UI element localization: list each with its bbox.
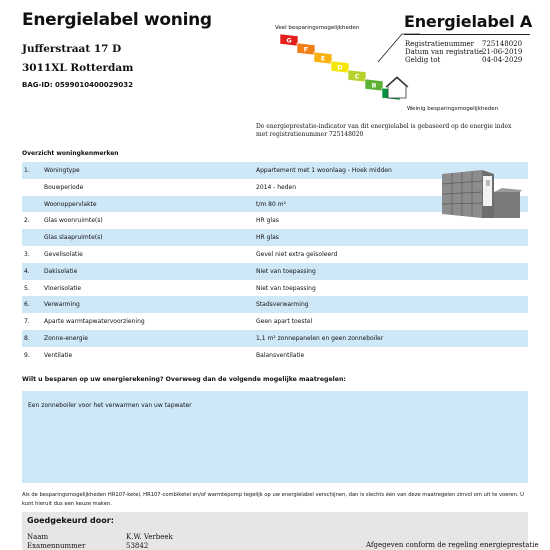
row-number: 6.	[24, 301, 30, 309]
label-title: Energielabel A	[404, 12, 533, 31]
overview-title: Overzicht woningkenmerken	[22, 150, 119, 157]
row-number: 8.	[24, 334, 30, 342]
energy-class-e	[314, 52, 332, 64]
row-value: Niet van toepassing	[256, 267, 316, 275]
table-row	[22, 229, 528, 246]
afgegeven-text: Afgegeven conform de regeling energieprestatie	[366, 541, 539, 549]
energy-class-b	[365, 79, 383, 91]
energy-scale-graphic	[270, 28, 420, 108]
row-value: HR glas	[256, 234, 279, 242]
datum-label: Datum van registratie	[405, 48, 484, 56]
energy-class-letter: D	[337, 63, 343, 72]
row-label: Ventilatie	[44, 351, 73, 359]
energy-class-f	[297, 43, 315, 55]
naam-value: K.W. Verbeek	[126, 533, 173, 541]
row-label: Aparte warmtapwatervoorziening	[44, 318, 145, 326]
energy-class-letter: C	[354, 72, 360, 81]
row-value: Balansventilatie	[256, 351, 305, 359]
table-row	[22, 313, 528, 330]
row-value: t/m 80 m²	[256, 200, 286, 208]
registratienummer-label: Registratienummer	[405, 40, 475, 48]
address-city: 3011XL Rotterdam	[22, 62, 134, 74]
bag-id: BAG-ID: 0599010400029032	[22, 81, 133, 89]
row-number: 7.	[24, 318, 30, 326]
row-number: 3.	[24, 250, 30, 258]
row-label: Vloerisolatie	[44, 284, 82, 292]
row-value: Niet van toepassing	[256, 284, 316, 292]
energy-class-c	[348, 70, 366, 82]
row-number: 2.	[24, 217, 30, 225]
current-class-house-icon	[386, 77, 408, 98]
scale-bottom-caption: Weinig besparingsmogelijkheden	[407, 106, 499, 112]
row-value: Geen apart toestel	[256, 318, 313, 326]
row-number: 4.	[24, 267, 30, 275]
row-label: Woonoppervlakte	[44, 200, 97, 208]
geldig-label: Geldig tot	[405, 56, 441, 64]
address-street: Jufferstraat 17 D	[22, 43, 122, 55]
row-label: Zonne-energie	[44, 334, 88, 342]
naam-label: Naam	[27, 533, 49, 541]
row-value: HR glas	[256, 217, 279, 225]
row-label: Gevelisolatie	[44, 250, 83, 258]
row-value: Appartement met 1 woonlaag - Hoek midden	[256, 167, 392, 174]
examen-value: 53842	[126, 542, 149, 550]
measure-item: Een zonneboiler voor het verwarmen van uw tapwater	[28, 402, 192, 409]
row-value: 2014 - heden	[256, 183, 297, 191]
approved-title: Goedgekeurd door:	[27, 516, 114, 525]
row-value: Gevel niet extra geïsoleerd	[256, 250, 338, 258]
energy-class-letter: E	[320, 54, 326, 63]
row-number: 9.	[24, 351, 30, 359]
energy-class-g	[280, 34, 298, 46]
scale-top-caption: Veel besparingsmogelijkheden	[275, 25, 360, 31]
table-row	[22, 263, 528, 280]
label-divider	[404, 34, 530, 35]
row-label: Glas woonruimte(s)	[44, 217, 103, 225]
indicator-text: De energieprestatie-indicator van dit energielabel is gebaseerd op de energie index met registratienummer 725148020	[256, 123, 512, 138]
row-label: Bouwperiode	[44, 183, 84, 191]
measures-footnote: Als de besparingsmogelijkheden HR107-ketel, HR107-combiketel en/of warmtepomp tegelijk op uw energielabel verschijnen, dan is slechts één van deze maatregelen zinvol om uit te voeren. U kunt hieruit dus een keuze maken.	[22, 492, 524, 507]
energy-class-d	[331, 61, 349, 73]
table-row	[22, 280, 528, 297]
registratienummer-value: 725148020	[482, 40, 523, 48]
energy-class-letter: B	[371, 81, 377, 90]
datum-value: 21-06-2019	[482, 48, 523, 56]
geldig-value: 04-04-2029	[482, 56, 523, 64]
row-value: Stadsverwarming	[256, 301, 309, 309]
apartment-building-icon	[442, 166, 522, 218]
energy-class-letter: G	[286, 36, 292, 45]
table-row	[22, 330, 528, 347]
row-label: Verwarming	[44, 301, 80, 309]
row-label: Glas slaapruimte(s)	[44, 234, 103, 242]
page-title: Energielabel woning	[22, 10, 212, 30]
table-row	[22, 347, 528, 364]
measures-question: Wilt u besparen op uw energierekening? Overweeg dan de volgende mogelijke maatregelen:	[22, 376, 346, 383]
row-value: 1,1 m² zonnepanelen en geen zonneboiler	[256, 334, 384, 342]
row-number: 1.	[24, 167, 30, 174]
table-row	[22, 296, 528, 313]
examen-label: Examennummer	[27, 542, 86, 550]
row-label: Woningtype	[44, 167, 80, 174]
table-row	[22, 246, 528, 263]
row-label: Dakisolatie	[44, 267, 78, 275]
energy-class-letter: F	[303, 45, 309, 54]
row-number: 5.	[24, 284, 30, 292]
